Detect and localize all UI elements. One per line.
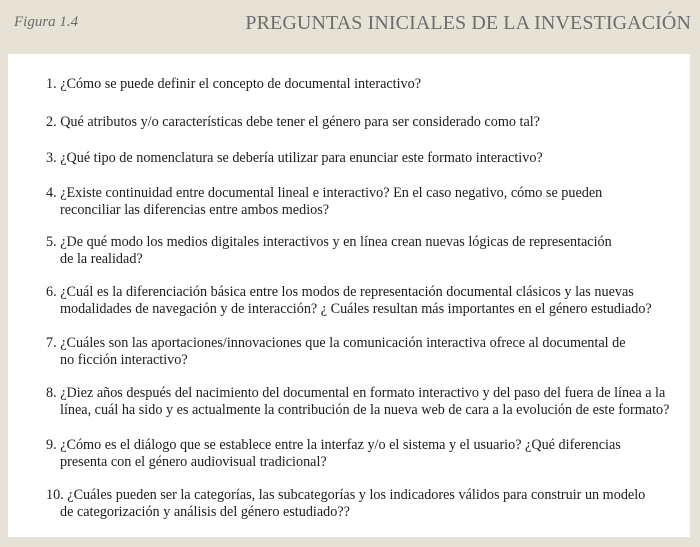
question-4-line2: reconciliar las diferencias entre ambos medios? xyxy=(60,202,330,218)
question-1-line1: 1. ¿Cómo se puede definir el concepto de documental interactivo? xyxy=(46,76,422,92)
question-10-line2: de categorización y análisis del género estudiado?? xyxy=(60,504,350,520)
question-5-line1: 5. ¿De qué modo los medios digitales interactivos y en línea crean nuevas lógicas de representación xyxy=(46,234,612,250)
question-7-line2: no ficción interactivo? xyxy=(60,352,188,368)
question-6-line1: 6. ¿Cuál es la diferenciación básica entre los modos de representación documental clásicos y las nuevas xyxy=(46,284,634,300)
question-item-8 xyxy=(46,385,669,419)
figure-label: Figura 1.4 xyxy=(14,14,79,30)
question-5-line2: de la realidad? xyxy=(60,251,143,267)
figure-title: PREGUNTAS INICIALES DE LA INVESTIGACIÓN xyxy=(245,12,691,34)
question-list xyxy=(8,54,690,537)
question-item-9 xyxy=(46,437,621,471)
question-item-5 xyxy=(46,234,612,268)
content-panel xyxy=(0,47,700,547)
question-9-line2: presenta con el género audiovisual tradicional? xyxy=(60,454,327,470)
question-item-4 xyxy=(46,185,602,219)
question-8-line1: 8. ¿Diez años después del nacimiento del documental en formato interactivo y del paso del fuera de línea a la xyxy=(46,385,666,401)
question-8-line2: línea, cuál ha sido y es actualmente la contribución de la nueva web de cara a la evolución de este formato? xyxy=(60,402,670,418)
question-4-line1: 4. ¿Existe continuidad entre documental lineal e interactivo? En el caso negativo, cómo se pueden xyxy=(46,185,603,201)
question-7-line1: 7. ¿Cuáles son las aportaciones/innovaciones que la comunicación interactiva ofrece al documental de xyxy=(46,335,626,351)
question-9-line1: 9. ¿Cómo es el diálogo que se establece entre la interfaz y/o el sistema y el usuario? ¿Qué diferencias xyxy=(46,437,621,453)
question-item-10 xyxy=(46,487,645,521)
question-6-line2: modalidades de navegación y de interacción? ¿ Cuáles resultan más importantes en el género estudiado? xyxy=(60,301,652,317)
question-10-line1: 10. ¿Cuáles pueden ser la categorías, las subcategorías y los indicadores válidos para construir un modelo xyxy=(46,487,646,503)
question-item-3 xyxy=(46,150,543,167)
figure-header xyxy=(0,0,700,47)
question-item-6 xyxy=(46,284,652,318)
question-2-line1: 2. Qué atributos y/o características debe tener el género para ser considerado como tal? xyxy=(46,114,540,130)
question-item-2 xyxy=(46,114,540,131)
question-item-1 xyxy=(46,76,421,93)
question-item-7 xyxy=(46,335,626,369)
question-3-line1: 3. ¿Qué tipo de nomenclatura se debería utilizar para enunciar este formato interactivo? xyxy=(46,150,543,166)
